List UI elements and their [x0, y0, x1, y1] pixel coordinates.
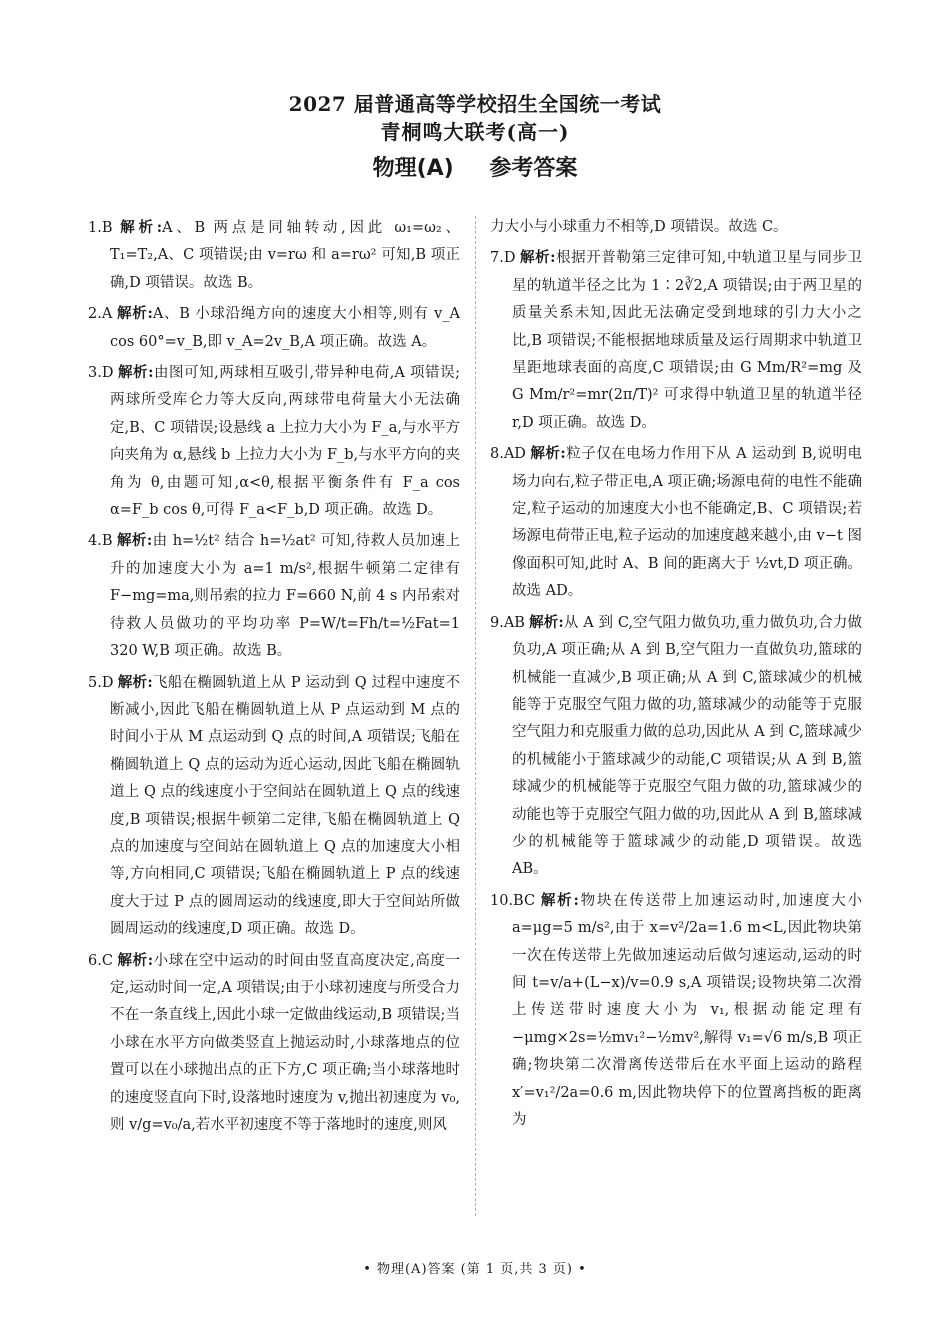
right-column — [490, 214, 862, 1137]
answer-item-3: 3.D 解析:由图可知,两球相互吸引,带异种电荷,A 项错误;两球所受库仑力等大反向,两球带电荷量大小无法确定,B、C 项错误;设悬线 a 上拉力大小为 F_a,与水平方向夹角为 α,悬线 b 上拉力大小为 F_b,与水平方向的夹角为 θ,由题可知,α<θ,根据平衡条件有 F_a cos α=F_b cos θ,可得 F_a<F_b,D 项正确。故选 D。 — [88, 364, 460, 519]
answer-item-5: 5.D 解析:飞船在椭圆轨道上从 P 运动到 Q 过程中速度不断减小,因此飞船在椭圆轨道上从 P 点运动到 M 点的时间小于从 M 点运动到 Q 点的时间,A 项错误;飞船在椭圆轨道上 Q 点的运动为近心运动,因此飞船在椭圆轨道上 Q 点的线速度小于空间站在圆轨道上 Q 点的线速度,B 项错误;根据牛顿第二定律,飞船在椭圆轨道上 Q 点的加速度与空间站在圆轨道上 Q 点的加速度大小相等,方向相同,C 项错误;飞船在椭圆轨道上 P 点的线速度大于过 P 点的圆周运动的线速度,即大于空间站所做圆周运动的线速度,D 项正确。故选 D。 — [88, 673, 460, 938]
answer-item-6: 6.C 解析:小球在空中运动的时间由竖直高度决定,高度一定,运动时间一定,A 项错误;由于小球初速度与所受合力不在一条直线上,因此小球一定做曲线运动,B 项错误;当小球在水平方向做类竖直上抛运动时,小球落地点的位置可以在小球抛出点的正下方,C 项正确;当小球落地时的速度竖直向下时,设落地时速度为 v,抛出初速度为 v₀,则 v/g=v₀/a,若水平初速度不等于落地时的速度,则风 — [88, 951, 461, 1133]
answer-item-2: 2.A 解析:A、B 小球沿绳方向的速度大小相等,则有 v_A cos 60°=v_B,即 v_A=2v_B,A 项正确。故选 A。 — [88, 305, 460, 350]
answer-item-10: 10.BC 解析:物块在传送带上加速运动时,加速度大小 a=μg=5 m/s²,由于 x=v²/2a=1.6 m<L,因此物块第一次在传送带上先做加速运动后做匀速运动,运动的时间 t=v/a+(L−x)/v=0.9 s,A 项错误;设物块第二次滑上传送带时速度大小为 v₁,根据动能定理有 −μmg×2s=½mv₁²−½mv²,解得 v₁=√6 m/s,B 项正确;物块第二次滑离传送带后在水平面上运动的路程 x′=v₁²/2a=0.6 m,因此物块停下的位置离挡板的距离为 — [490, 891, 862, 1128]
exam-subtitle: 青桐鸣大联考(高一) — [380, 120, 570, 144]
page-footer: • 物理(A)答案 (第 1 页,共 3 页) • — [363, 1262, 587, 1277]
left-column — [88, 214, 460, 1142]
doc-type: 参考答案 — [489, 156, 578, 181]
answer-item-7: 7.D 解析:根据开普勒第三定律可知,中轨道卫星与同步卫星的轨道半径之比为 1∶2∛2,A 项错误;由于两卫星的质量关系未知,因此无法确定受到地球的引力大小之比,B 项错误;不能根据地球质量及运行周期求中轨道卫星距地球表面的高度,C 项错误;由 G Mm/R²=mg 及 G Mm/r²=mr(2π/T)² 可求得中轨道卫星的轨道半径 r,D 项正确。故选 D。 — [490, 249, 863, 431]
answer-item-6-continued: 力大小与小球重力不相等,D 项错误。故选 C。 — [490, 219, 788, 235]
answer-item-1: 1.B 解析:A、B 两点是同轴转动,因此 ω₁=ω₂、T₁=T₂,A、C 项错误;由 v=rω 和 a=rω² 可知,B 项正确,D 项错误。故选 B。 — [88, 219, 460, 291]
column-divider — [475, 216, 476, 1216]
page-header — [0, 90, 950, 186]
exam-title: 2027 届普通高等学校招生全国统一考试 — [288, 92, 662, 116]
answer-item-8: 8.AD 解析:粒子仅在电场力作用下从 A 运动到 B,说明电场力向右,粒子带正电,A 项正确;场源电荷的电性不能确定,粒子运动的加速度大小也不能确定,B、C 项错误;若场源电荷带正电,粒子运动的加速度越来越小,由 v−t 图像面积可知,此时 A、B 间的距离大于 ½vt,D 项正确。故选 AD。 — [490, 445, 862, 600]
subject-name: 物理(A) — [372, 156, 454, 181]
answer-item-9: 9.AB 解析:从 A 到 C,空气阻力做负功,重力做负功,合力做负功,A 项正确;从 A 到 B,空气阻力一直做负功,篮球的机械能一直减少,B 项正确;从 A 到 C,篮球减少的机械能等于克服空气阻力做的功,篮球减少的动能等于克服空气阻力和克服重力做的总功,因此从 A 到 C,篮球减少的机械能小于篮球减少的动能,C 项错误;从 A 到 B,篮球减少的机械能等于克服空气阻力做的功,篮球减少的动能也等于克服空气阻力做的功,因此从 A 到 B,篮球减少的机械能等于篮球减少的动能,D 项错误。故选 AB。 — [490, 613, 863, 878]
answer-item-4: 4.B 解析:由 h=½t² 结合 h=½at² 可知,待救人员加速上升的加速度大小为 a=1 m/s²,根据牛顿第二定律有 F−mg=ma,则吊索的拉力 F=660 N,前 4 s 内吊索对待救人员做功的平均功率 P=W/t=Fh/t=½Fat=1 320 W,B 项正确。故选 B。 — [88, 532, 460, 660]
subject-title — [0, 152, 950, 186]
